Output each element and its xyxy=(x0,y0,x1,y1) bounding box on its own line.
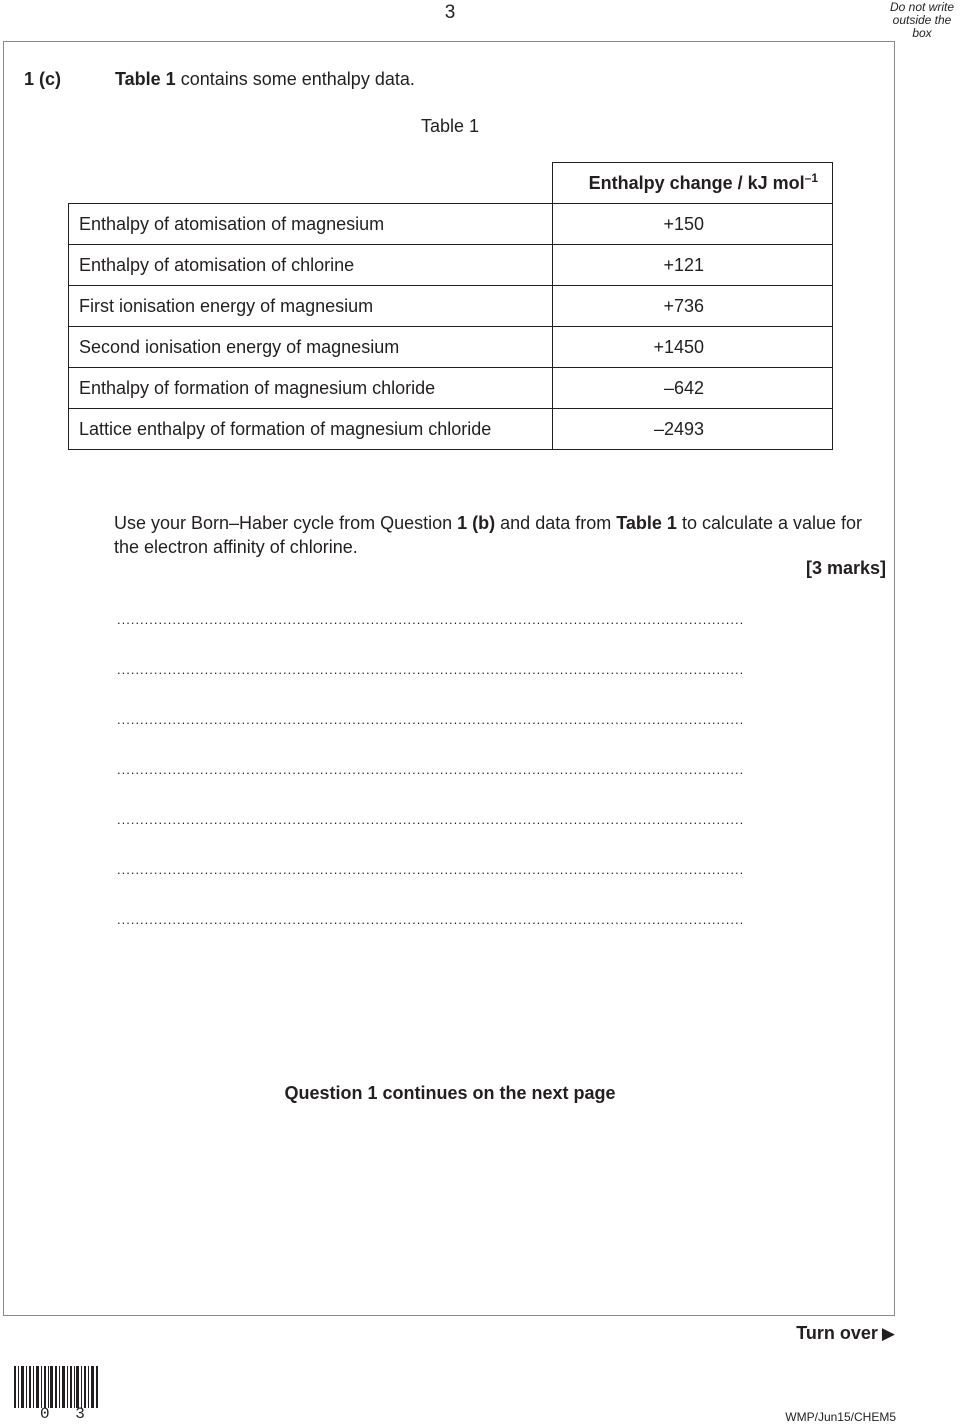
instruction-text: to calculate a value for the electron affinity of chlorine. xyxy=(114,513,863,557)
instruction-table-ref: Table 1 xyxy=(616,513,677,533)
table-header-label: Enthalpy change / kJ mol xyxy=(588,172,805,193)
instruction-question-ref: 1 (b) xyxy=(457,513,496,533)
table-row xyxy=(69,204,833,245)
barcode-number: 0 3 xyxy=(40,1405,93,1423)
answer-line[interactable]: ........................................................................................................................................ xyxy=(117,812,745,827)
question-intro-table-ref: Table 1 xyxy=(115,69,176,89)
instruction-text: and data from xyxy=(495,513,617,533)
table-row xyxy=(69,286,833,327)
table-cell-value: –2493 xyxy=(553,409,833,450)
table-cell-property: Enthalpy of atomisation of magnesium xyxy=(69,204,553,245)
table-row xyxy=(69,327,833,368)
answer-line[interactable]: ........................................................................................................................................ xyxy=(117,662,745,677)
question-instruction xyxy=(114,511,874,559)
table-row xyxy=(69,368,833,409)
turn-over-label xyxy=(796,1323,895,1344)
barcode-icon xyxy=(14,1366,98,1408)
table-caption: Table 1 xyxy=(420,116,480,136)
answer-line[interactable]: ........................................................................................................................................ xyxy=(117,762,745,777)
enthalpy-table xyxy=(68,162,833,450)
table-header-blank xyxy=(69,163,553,204)
page-number: 3 xyxy=(444,2,456,23)
continues-note: Question 1 continues on the next page xyxy=(284,1083,616,1103)
table-header-enthalpy-change xyxy=(553,163,833,204)
answer-line[interactable]: ........................................................................................................................................ xyxy=(117,862,745,877)
table-cell-value: +1450 xyxy=(553,327,833,368)
question-intro-text: contains some enthalpy data. xyxy=(175,69,415,89)
table-cell-property: Second ionisation energy of magnesium xyxy=(69,327,553,368)
table-row xyxy=(69,409,833,450)
answer-line[interactable]: ........................................................................................................................................ xyxy=(117,612,745,627)
marks-label: [3 marks] xyxy=(805,558,886,578)
table-row xyxy=(69,245,833,286)
paper-code: WMP/Jun15/CHEM5 xyxy=(785,1410,896,1424)
question-intro xyxy=(115,69,415,90)
table-cell-value: +150 xyxy=(553,204,833,245)
table-cell-value: +736 xyxy=(553,286,833,327)
answer-line[interactable]: ........................................................................................................................................ xyxy=(117,712,745,727)
turn-over-text: Turn over xyxy=(796,1323,878,1343)
margin-note: Do not write outside the box xyxy=(889,0,955,40)
table-cell-value: +121 xyxy=(553,245,833,286)
instruction-text: Use your Born–Haber cycle from Question xyxy=(114,513,458,533)
table-cell-property: Enthalpy of atomisation of chlorine xyxy=(69,245,553,286)
table-cell-value: –642 xyxy=(553,368,833,409)
table-cell-property: Lattice enthalpy of formation of magnesium chloride xyxy=(69,409,553,450)
table-cell-property: First ionisation energy of magnesium xyxy=(69,286,553,327)
question-number: 1 (c) xyxy=(24,69,62,89)
right-triangle-icon: ▶ xyxy=(881,1324,895,1343)
table-cell-property: Enthalpy of formation of magnesium chloride xyxy=(69,368,553,409)
table-header-row xyxy=(69,163,833,204)
table-header-superscript: –1 xyxy=(804,170,818,185)
answer-line[interactable]: ........................................................................................................................................ xyxy=(117,912,745,927)
